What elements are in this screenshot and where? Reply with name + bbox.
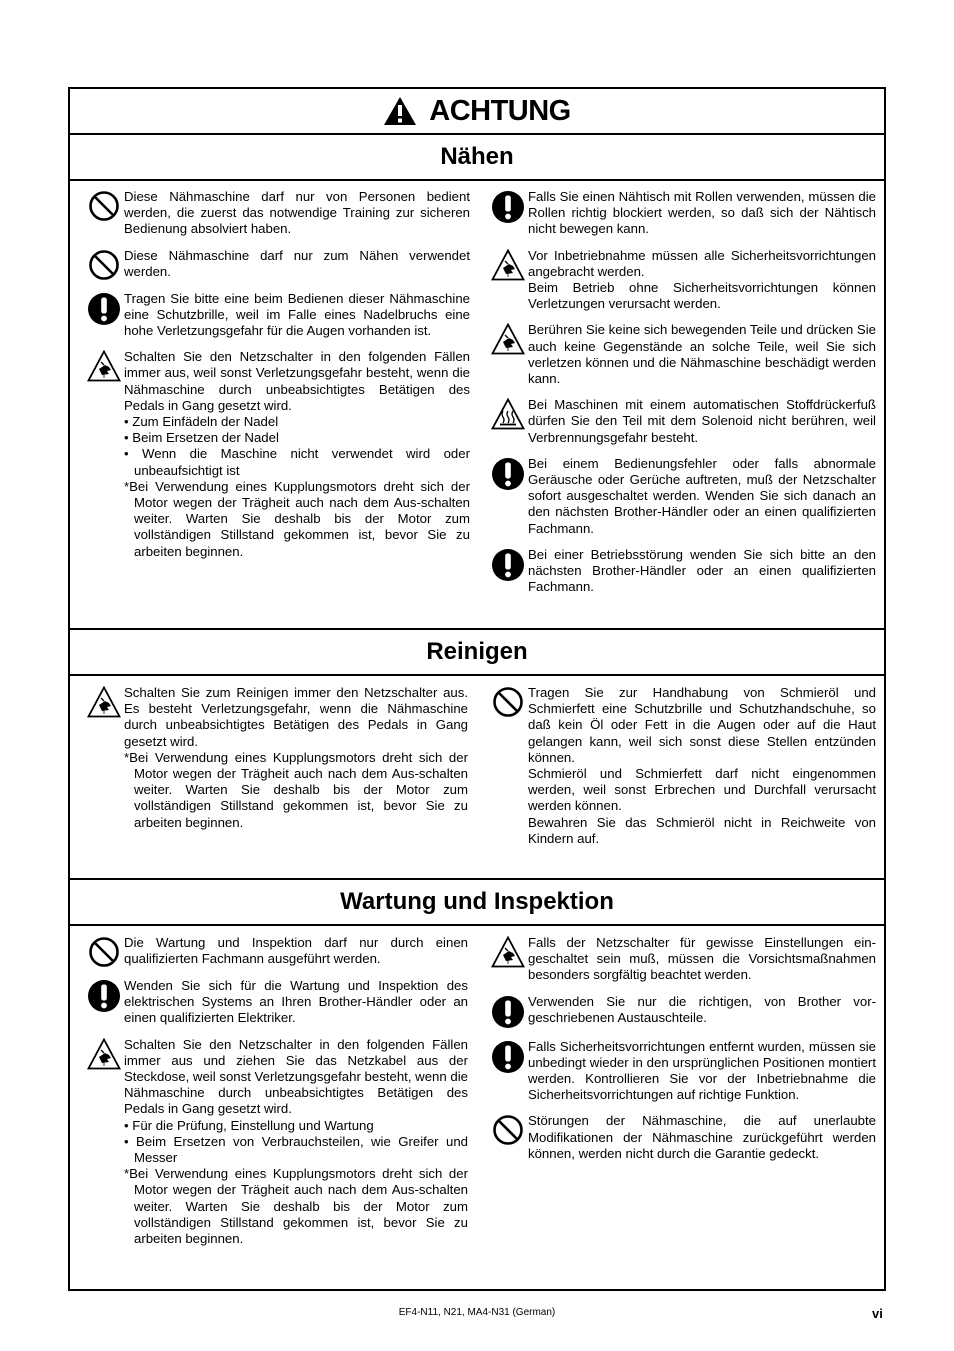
safety-notice <box>488 189 876 238</box>
notice-text <box>528 1113 876 1162</box>
safety-notice <box>488 1039 876 1104</box>
notice-text <box>528 397 876 446</box>
notice-text <box>528 547 876 596</box>
notice-text <box>124 1037 468 1248</box>
safety-notice <box>84 248 470 281</box>
safety-notice <box>84 291 470 340</box>
page-number: vi <box>872 1306 883 1321</box>
safety-notice <box>488 397 876 446</box>
section-title-wartung <box>70 880 884 926</box>
notice-text <box>528 248 876 313</box>
notice-line: Diese Nähmaschine darf nur von Personen bedient werden, die zuerst das notwendige Training zur sicheren Bedienung absolviert haben. <box>124 189 470 237</box>
notice-line: • Zum Einfädeln der Nadel <box>124 414 279 430</box>
notice-line: Die Wartung und Inspektion darf nur durch einen qualifizierten Fachmann ausgeführt werden. <box>124 935 468 967</box>
notice-text <box>124 685 468 831</box>
hot-surface-warning-icon <box>488 397 528 430</box>
notice-text <box>528 322 876 387</box>
section-title: Reinigen <box>426 638 528 665</box>
notice-line: Schalten Sie den Netzschalter in den folgenden Fällen immer aus und ziehen Sie das Netzkabel aus der Steckdose, weil sonst Verletzungsgefahr besteht, wenn die Nähmaschine durch unbeabsichtigtes Betätigen des Pedals in Gang gesetzt wird. <box>124 1036 468 1117</box>
safety-notice <box>84 189 470 238</box>
notice-text <box>528 189 876 238</box>
notice-line: Verwenden Sie nur die richtigen, von Brother vorgeschriebenen Austauschteile. <box>528 993 876 1025</box>
hand-injury-warning-icon <box>84 685 124 718</box>
hand-injury-warning-icon <box>84 349 124 382</box>
safety-notice <box>488 248 876 313</box>
warning-frame <box>68 87 886 1291</box>
hand-injury-warning-icon <box>488 322 528 355</box>
notice-line: • Für die Prüfung, Einstellung und Wartung <box>124 1117 374 1133</box>
prohibition-icon <box>84 189 124 222</box>
prohibition-icon <box>488 1113 528 1146</box>
prohibition-icon <box>488 685 528 718</box>
mandatory-icon <box>488 189 528 224</box>
notice-line: Vor Inbetriebnahme müssen alle Sicherheitsvorrichtungen angebracht werden. <box>528 247 876 279</box>
page-title: ACHTUNG <box>429 94 571 127</box>
safety-notice <box>488 322 876 387</box>
safety-notice <box>488 1113 876 1162</box>
notice-line: Schalten Sie den Netzschalter in den folgenden Fällen immer aus, weil sonst Verletzungsgefahr besteht, wenn die Nähmaschine durch unbeabsichtigtes Betätigen des Pedals in Gang gesetzt wird. <box>124 349 470 413</box>
section-reinigen-left <box>84 685 468 841</box>
notice-line: Schalten Sie zum Reinigen immer den Netzschalter aus. Es besteht Verletzungsgefahr, wenn die Nähmaschine durch unbeabsichtigtes Betätigen des Pedals in Gang gesetzt wird. <box>124 685 468 749</box>
safety-notice <box>488 456 876 537</box>
safety-notice <box>84 349 470 560</box>
section-title-naehen <box>70 135 884 181</box>
section-title: Nähen <box>440 143 514 170</box>
notice-line: Falls der Netzschalter für gewisse Einstellungen eingeschaltet sein muß, müssen die Vorsichtsmaßnahmen besonders sorgfältig beachtet werden. <box>528 935 876 983</box>
safety-notice <box>488 547 876 596</box>
notice-line: • Wenn die Maschine nicht verwendet wird oder unbeaufsichtigt ist <box>124 446 470 478</box>
section-naehen-right <box>488 189 876 605</box>
footer-model: EF4-N11, N21, MA4-N31 (German) <box>398 1307 556 1318</box>
safety-notice <box>84 978 468 1027</box>
safety-notice <box>488 685 876 847</box>
notice-text <box>124 978 468 1027</box>
section-wartung-right <box>488 935 876 1172</box>
hand-injury-warning-icon <box>488 935 528 968</box>
notice-line: • Beim Ersetzen der Nadel <box>124 430 279 446</box>
notice-text <box>124 248 470 280</box>
notice-line: Beim Betrieb ohne Sicherheitsvorrichtungen können Verletzungen verursacht werden. <box>528 280 876 312</box>
notice-line: Schmieröl und Schmierfett darf nicht eingenommen werden, weil sonst Erbrechen und Durchfall verursacht werden können. <box>528 766 876 814</box>
notice-line: Wenden Sie sich für die Wartung und Inspektion des elektrischen Systems an Ihren Brother-Händler oder an einen qualifizierten Elektriker. <box>124 978 468 1026</box>
notice-text <box>124 349 470 560</box>
section-title: Wartung und Inspektion <box>340 888 614 915</box>
prohibition-icon <box>84 248 124 281</box>
section-naehen-left <box>84 189 470 570</box>
notice-text <box>124 189 470 238</box>
notice-text <box>528 994 876 1026</box>
notice-text <box>528 1039 876 1104</box>
mandatory-icon <box>488 456 528 491</box>
warning-triangle-icon <box>383 96 417 126</box>
safety-notice <box>84 935 468 968</box>
notice-text <box>528 456 876 537</box>
notice-line: Diese Nähmaschine darf nur zum Nähen verwendet werden. <box>124 247 470 279</box>
notice-text <box>528 935 876 984</box>
safety-notice <box>84 1037 468 1248</box>
mandatory-icon <box>488 994 528 1029</box>
mandatory-icon <box>84 978 124 1013</box>
notice-line: Bei einem Bedienungsfehler oder falls abnormale Geräusche oder Gerüche auftreten, muß der Netzschalter sofort ausgeschaltet werden. Wenden Sie sich danach an den nächsten Brother-Händler oder an einen qualifizierten Fachmann. <box>528 455 876 536</box>
notice-line: Falls Sie einen Nähtisch mit Rollen verwenden, müssen die Rollen richtig blockiert werden, so daß sich der Nähtisch nicht bewegen kann. <box>528 189 876 237</box>
hand-injury-warning-icon <box>84 1037 124 1070</box>
mandatory-icon <box>84 291 124 326</box>
notice-line: Tragen Sie zur Handhabung von Schmieröl und Schmierfett eine Schutzbrille und Schutzhandschuhe, so daß kein Öl oder Fett in die Augen oder auf die Haut gelangen kann, weil sich sonst diese Stellen entzünden können. <box>528 685 876 765</box>
notice-text <box>124 935 468 967</box>
section-title-reinigen <box>70 630 884 676</box>
safety-notice <box>488 935 876 984</box>
notice-line: Bei Maschinen mit einem automatischen Stoffdrückerfuß dürfen Sie den Teil mit dem Solenoid nicht berühren, weil Verbrennungsgefahr besteht. <box>528 397 876 445</box>
notice-line: *Bei Verwendung eines Kupplungsmotors dreht sich der Motor wegen der Trägheit auch nach dem Aus-schalten weiter. Warten Sie deshalb bis der Motor zum vollständigen Stillstand gekommen ist, bevor Sie zu arbeiten beginnen. <box>124 1166 468 1247</box>
safety-notice <box>488 994 876 1029</box>
safety-notice <box>84 685 468 831</box>
notice-text <box>528 685 876 847</box>
notice-line: Störungen der Nähmaschine, die auf unerlaubte Modifikationen der Nähmaschine zurückgeführt werden können, werden nicht durch die Garantie gedeckt. <box>528 1113 876 1161</box>
mandatory-icon <box>488 1039 528 1074</box>
notice-line: Tragen Sie bitte eine beim Bedienen dieser Nähmaschine eine Schutzbrille, weil im Falle eines Nadelbruchs eine hohe Verletzungsgefahr für die Augen vorhanden ist. <box>124 290 470 339</box>
notice-text <box>124 291 470 340</box>
notice-line: • Beim Ersetzen von Verbrauchsteilen, wie Greifer und Messer <box>124 1133 468 1166</box>
section-reinigen-right <box>488 685 876 857</box>
notice-line: Bewahren Sie das Schmieröl nicht in Reichweite von Kindern auf. <box>528 814 876 846</box>
notice-line: *Bei Verwendung eines Kupplungsmotors dreht sich der Motor wegen der Trägheit auch nach dem Aus-schalten weiter. Warten Sie deshalb bis der Motor zum vollständigen Stillstand gekommen ist, bevor Sie zu arbeiten beginnen. <box>124 478 470 559</box>
section-wartung-left <box>84 935 468 1257</box>
notice-line: Bei einer Betriebsstörung wenden Sie sich bitte an den nächsten Brother-Händler oder an einen qualifizierten Fachmann. <box>528 546 876 595</box>
hand-injury-warning-icon <box>488 248 528 281</box>
mandatory-icon <box>488 547 528 582</box>
notice-line: *Bei Verwendung eines Kupplungsmotors dreht sich der Motor wegen der Trägheit auch nach dem Aus-schalten weiter. Warten Sie deshalb bis der Motor zum vollständigen Stillstand gekommen ist, bevor Sie zu arbeiten beginnen. <box>124 749 468 830</box>
prohibition-icon <box>84 935 124 968</box>
notice-line: Berühren Sie keine sich bewegenden Teile und drücken Sie auch keine Gegenstände an solche Teile, weil Sie sich verletzen können und die Nähmaschine beschädigt werden kann. <box>528 322 876 387</box>
notice-line: Falls Sicherheitsvorrichtungen entfernt wurden, müssen sie unbedingt wieder in den ursprünglichen Positionen montiert werden. Kontrollieren Sie vor der Inbetriebnahme die Sicherheitsvorrichtungen auf richtige Funktion. <box>528 1038 876 1103</box>
achtung-header <box>70 89 884 135</box>
